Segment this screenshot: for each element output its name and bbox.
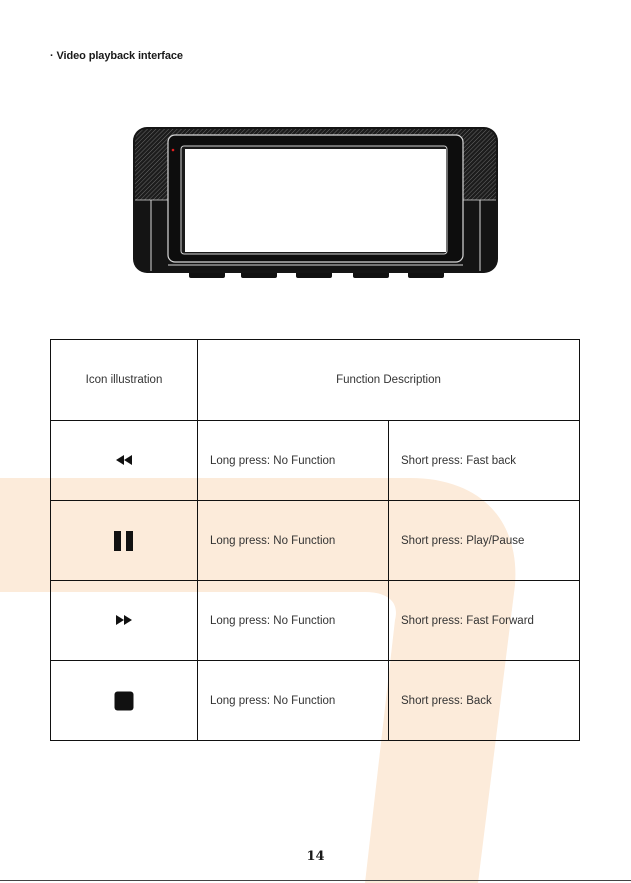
function-table (50, 339, 580, 741)
long-press-text: Long press: No Function (198, 421, 389, 501)
long-press-text: Long press: No Function (198, 661, 389, 741)
header-icon-illustration: Icon illustration (51, 340, 198, 421)
long-press-text: Long press: No Function (198, 581, 389, 661)
fast-forward-icon (114, 614, 134, 626)
table-row (51, 421, 580, 501)
stop-icon (114, 691, 134, 711)
bottom-rule (0, 880, 631, 881)
table-row (51, 501, 580, 581)
fast-back-icon (114, 454, 134, 466)
header-function-description: Function Description (198, 340, 580, 421)
table-header-row (51, 340, 580, 421)
table-row (51, 661, 580, 741)
dashcam-device-illustration (131, 124, 500, 280)
short-press-text: Short press: Fast back (389, 421, 580, 501)
short-press-text: Short press: Back (389, 661, 580, 741)
section-heading: · Video playback interface (50, 50, 183, 62)
table-row (51, 581, 580, 661)
short-press-text: Short press: Fast Forward (389, 581, 580, 661)
pause-icon (113, 530, 135, 552)
page-number: 14 (306, 849, 325, 864)
long-press-text: Long press: No Function (198, 501, 389, 581)
short-press-text: Short press: Play/Pause (389, 501, 580, 581)
